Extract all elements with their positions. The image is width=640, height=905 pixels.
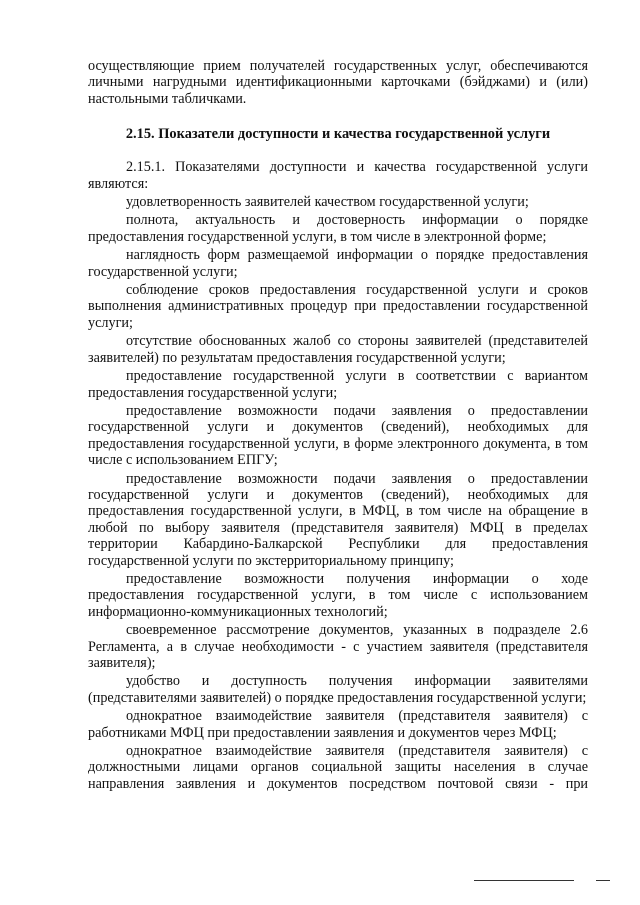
lead-paragraph: 2.15.1. Показателями доступности и качества государственной услуги являются: xyxy=(88,159,588,192)
document-page xyxy=(88,58,588,792)
list-item: полнота, актуальность и достоверность информации о порядке предоставления государственной услуги, в том числе в электронной форме; xyxy=(88,212,588,245)
list-item: предоставление возможности получения информации о ходе предоставления государственной услуги, в том числе с использованием информационно-коммуникационных технологий; xyxy=(88,570,588,620)
section-heading: 2.15. Показатели доступности и качества государственной услуги xyxy=(125,126,551,143)
list-item: удобство и доступность получения информации заявителями (представителями заявителей) о порядке предоставления государственной услуги; xyxy=(88,673,588,706)
list-item: однократное взаимодействие заявителя (представителя заявителя) с должностными лицами органов социальной защиты населения в случае направления заявления и документов посредством почтовой связи - при xyxy=(88,743,588,792)
list-item: своевременное рассмотрение документов, указанных в подразделе 2.6 Регламента, а в случае необходимости - с участием заявителя (представителя заявителя); xyxy=(88,622,588,671)
list-item: наглядность форм размещаемой информации о порядке предоставления государственной услуги; xyxy=(88,247,588,280)
list-item: однократное взаимодействие заявителя (представителя заявителя) с работниками МФЦ при предоставлении заявления и документов через МФЦ; xyxy=(88,708,588,741)
list-item: соблюдение сроков предоставления государственной услуги и сроков выполнения административных процедур при предоставлении государственной услуги; xyxy=(88,282,588,331)
footer-rule xyxy=(474,880,574,881)
footer-rule xyxy=(596,880,610,881)
intro-paragraph: осуществляющие прием получателей государственных услуг, обеспечиваются личными нагрудными идентификационными карточками (бэйджами) и (или) настольными табличками. xyxy=(88,58,588,107)
list-item: предоставление государственной услуги в соответствии с вариантом предоставления государственной услуги; xyxy=(88,368,588,401)
list-item: предоставление возможности подачи заявления о предоставлении государственной услуги и документов (сведений), необходимых для предоставления государственной услуги, в МФЦ, в том числе на обращение в любой по выбору заявителя (представителя заявителя) МФЦ в пределах территории Кабардино-Балкарской Республики для предоставления государственной услуги по экстерриториальному принципу; xyxy=(88,470,588,569)
list-item: отсутствие обоснованных жалоб со стороны заявителей (представителей заявителей) по результатам предоставления государственной услуги; xyxy=(88,333,588,366)
list-item: удовлетворенность заявителей качеством государственной услуги; xyxy=(126,194,529,211)
list-item: предоставление возможности подачи заявления о предоставлении государственной услуги и документов (сведений), необходимых для предоставления государственной услуги, в форме электронного документа, в том числе с использованием ЕПГУ; xyxy=(88,402,588,469)
